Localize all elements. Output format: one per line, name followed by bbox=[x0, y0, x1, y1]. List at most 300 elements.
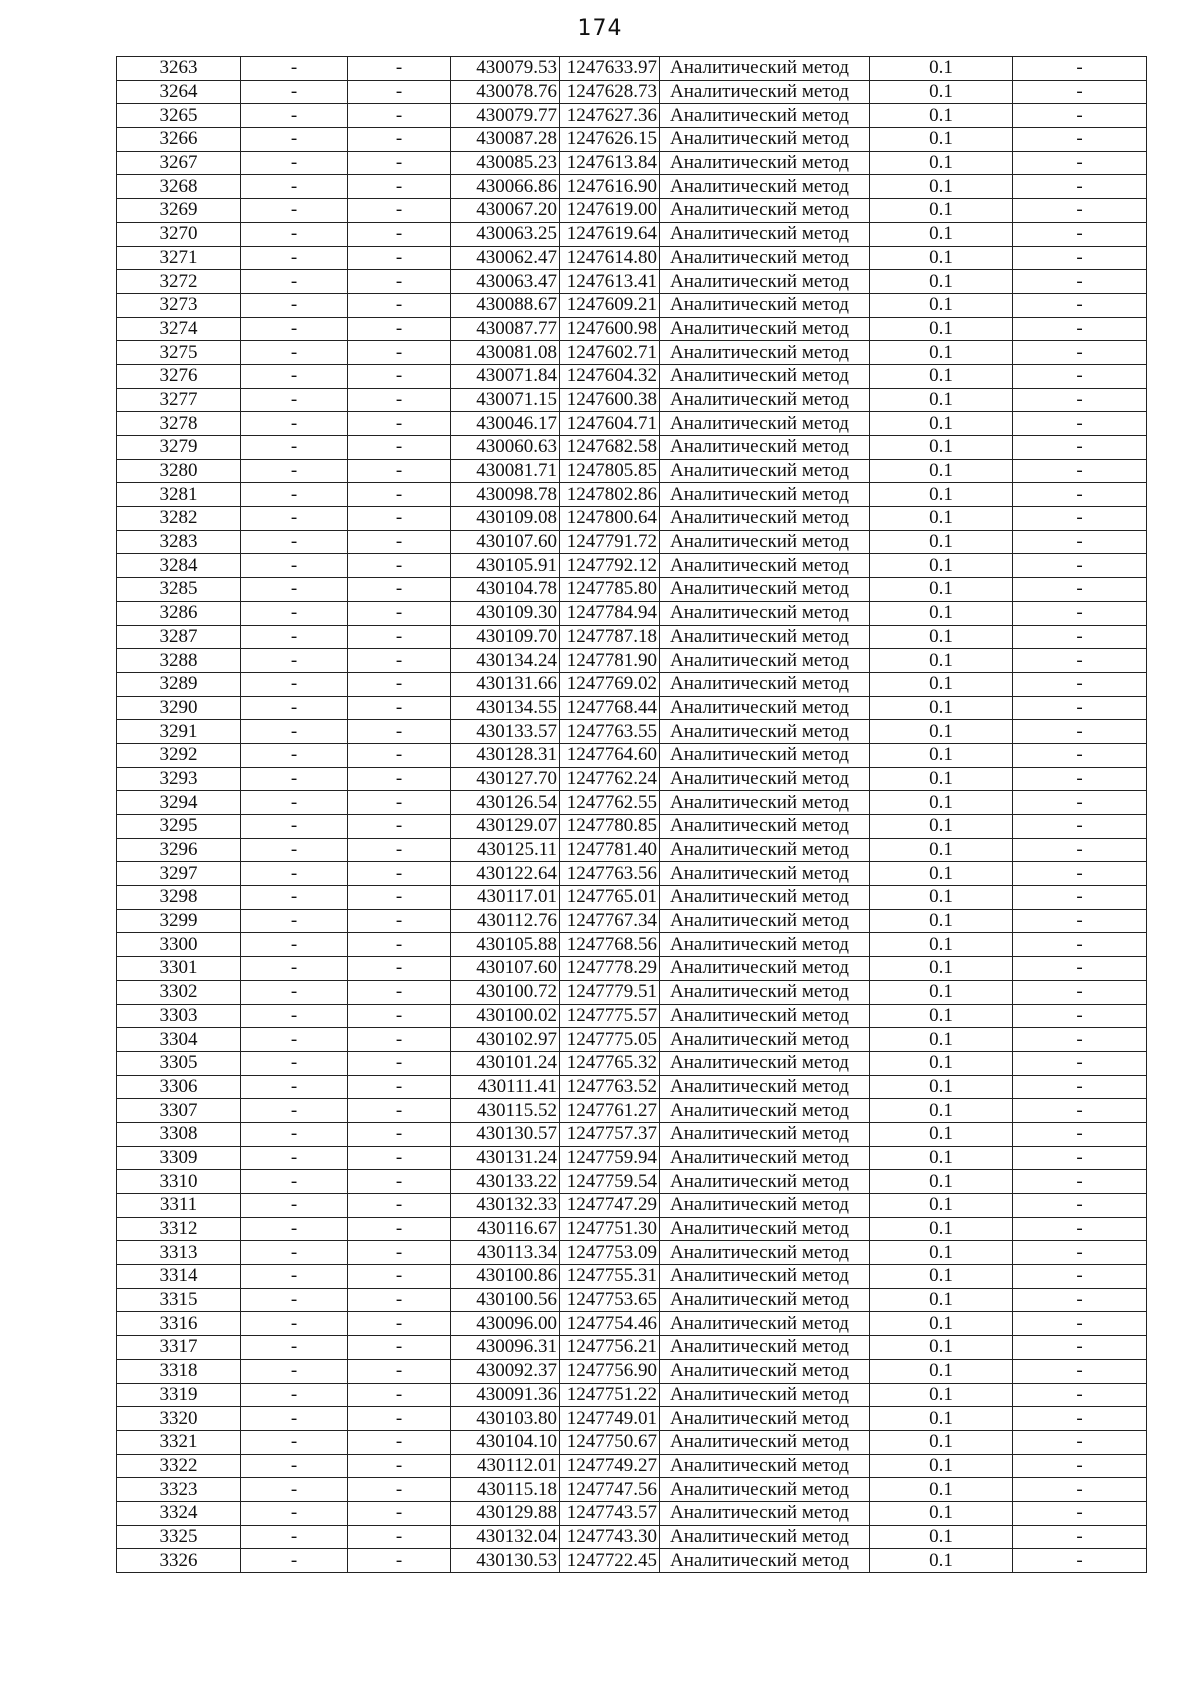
empty-cell-b: - bbox=[348, 530, 451, 554]
table-row bbox=[117, 554, 1147, 578]
table-row bbox=[117, 743, 1147, 767]
point-number-cell: 3282 bbox=[117, 507, 241, 531]
table-row bbox=[117, 1004, 1147, 1028]
empty-cell-a: - bbox=[241, 175, 348, 199]
y-coordinate-cell: 1247753.65 bbox=[560, 1288, 660, 1312]
point-number-cell: 3321 bbox=[117, 1430, 241, 1454]
method-cell: Аналитический метод bbox=[660, 507, 870, 531]
empty-cell-a: - bbox=[241, 222, 348, 246]
point-number-cell: 3316 bbox=[117, 1312, 241, 1336]
x-coordinate-cell: 430105.88 bbox=[451, 933, 560, 957]
point-number-cell: 3299 bbox=[117, 909, 241, 933]
accuracy-cell: 0.1 bbox=[870, 388, 1013, 412]
empty-cell-b: - bbox=[348, 720, 451, 744]
empty-cell-a: - bbox=[241, 957, 348, 981]
table-row bbox=[117, 1099, 1147, 1123]
empty-cell-a: - bbox=[241, 1383, 348, 1407]
y-coordinate-cell: 1247627.36 bbox=[560, 104, 660, 128]
x-coordinate-cell: 430104.10 bbox=[451, 1430, 560, 1454]
x-coordinate-cell: 430122.64 bbox=[451, 862, 560, 886]
note-cell: - bbox=[1013, 317, 1147, 341]
note-cell: - bbox=[1013, 838, 1147, 862]
empty-cell-a: - bbox=[241, 815, 348, 839]
empty-cell-a: - bbox=[241, 199, 348, 223]
empty-cell-b: - bbox=[348, 80, 451, 104]
note-cell: - bbox=[1013, 886, 1147, 910]
point-number-cell: 3306 bbox=[117, 1075, 241, 1099]
empty-cell-a: - bbox=[241, 696, 348, 720]
table-row bbox=[117, 1312, 1147, 1336]
note-cell: - bbox=[1013, 601, 1147, 625]
method-cell: Аналитический метод bbox=[660, 1288, 870, 1312]
empty-cell-a: - bbox=[241, 980, 348, 1004]
accuracy-cell: 0.1 bbox=[870, 1549, 1013, 1573]
x-coordinate-cell: 430104.78 bbox=[451, 578, 560, 602]
x-coordinate-cell: 430107.60 bbox=[451, 530, 560, 554]
accuracy-cell: 0.1 bbox=[870, 1478, 1013, 1502]
x-coordinate-cell: 430128.31 bbox=[451, 743, 560, 767]
x-coordinate-cell: 430134.55 bbox=[451, 696, 560, 720]
method-cell: Аналитический метод bbox=[660, 1099, 870, 1123]
method-cell: Аналитический метод bbox=[660, 933, 870, 957]
note-cell: - bbox=[1013, 1241, 1147, 1265]
y-coordinate-cell: 1247780.85 bbox=[560, 815, 660, 839]
empty-cell-b: - bbox=[348, 1004, 451, 1028]
x-coordinate-cell: 430100.02 bbox=[451, 1004, 560, 1028]
x-coordinate-cell: 430131.24 bbox=[451, 1146, 560, 1170]
accuracy-cell: 0.1 bbox=[870, 862, 1013, 886]
empty-cell-a: - bbox=[241, 720, 348, 744]
note-cell: - bbox=[1013, 341, 1147, 365]
point-number-cell: 3276 bbox=[117, 364, 241, 388]
empty-cell-b: - bbox=[348, 743, 451, 767]
empty-cell-a: - bbox=[241, 672, 348, 696]
point-number-cell: 3292 bbox=[117, 743, 241, 767]
accuracy-cell: 0.1 bbox=[870, 222, 1013, 246]
table-row bbox=[117, 1525, 1147, 1549]
y-coordinate-cell: 1247616.90 bbox=[560, 175, 660, 199]
empty-cell-a: - bbox=[241, 1288, 348, 1312]
empty-cell-b: - bbox=[348, 578, 451, 602]
note-cell: - bbox=[1013, 1549, 1147, 1573]
x-coordinate-cell: 430087.77 bbox=[451, 317, 560, 341]
method-cell: Аналитический метод bbox=[660, 128, 870, 152]
y-coordinate-cell: 1247762.24 bbox=[560, 767, 660, 791]
method-cell: Аналитический метод bbox=[660, 530, 870, 554]
x-coordinate-cell: 430107.60 bbox=[451, 957, 560, 981]
table-row bbox=[117, 104, 1147, 128]
empty-cell-a: - bbox=[241, 1122, 348, 1146]
table-row bbox=[117, 578, 1147, 602]
y-coordinate-cell: 1247750.67 bbox=[560, 1430, 660, 1454]
y-coordinate-cell: 1247763.56 bbox=[560, 862, 660, 886]
point-number-cell: 3281 bbox=[117, 483, 241, 507]
empty-cell-a: - bbox=[241, 1407, 348, 1431]
table-row bbox=[117, 1454, 1147, 1478]
empty-cell-a: - bbox=[241, 341, 348, 365]
point-number-cell: 3305 bbox=[117, 1051, 241, 1075]
note-cell: - bbox=[1013, 246, 1147, 270]
y-coordinate-cell: 1247761.27 bbox=[560, 1099, 660, 1123]
accuracy-cell: 0.1 bbox=[870, 246, 1013, 270]
page-number: 174 bbox=[577, 16, 623, 41]
accuracy-cell: 0.1 bbox=[870, 1099, 1013, 1123]
method-cell: Аналитический метод bbox=[660, 838, 870, 862]
empty-cell-b: - bbox=[348, 246, 451, 270]
empty-cell-b: - bbox=[348, 1430, 451, 1454]
empty-cell-a: - bbox=[241, 104, 348, 128]
table-row bbox=[117, 838, 1147, 862]
table-row bbox=[117, 815, 1147, 839]
note-cell: - bbox=[1013, 1217, 1147, 1241]
table-row bbox=[117, 696, 1147, 720]
empty-cell-a: - bbox=[241, 293, 348, 317]
method-cell: Аналитический метод bbox=[660, 743, 870, 767]
accuracy-cell: 0.1 bbox=[870, 436, 1013, 460]
empty-cell-a: - bbox=[241, 1549, 348, 1573]
empty-cell-b: - bbox=[348, 1501, 451, 1525]
accuracy-cell: 0.1 bbox=[870, 57, 1013, 81]
empty-cell-a: - bbox=[241, 1265, 348, 1289]
point-number-cell: 3291 bbox=[117, 720, 241, 744]
method-cell: Аналитический метод bbox=[660, 791, 870, 815]
y-coordinate-cell: 1247604.32 bbox=[560, 364, 660, 388]
note-cell: - bbox=[1013, 1028, 1147, 1052]
method-cell: Аналитический метод bbox=[660, 1478, 870, 1502]
table-row bbox=[117, 222, 1147, 246]
x-coordinate-cell: 430100.72 bbox=[451, 980, 560, 1004]
point-number-cell: 3263 bbox=[117, 57, 241, 81]
empty-cell-a: - bbox=[241, 554, 348, 578]
empty-cell-b: - bbox=[348, 293, 451, 317]
accuracy-cell: 0.1 bbox=[870, 1454, 1013, 1478]
method-cell: Аналитический метод bbox=[660, 672, 870, 696]
table-row bbox=[117, 151, 1147, 175]
y-coordinate-cell: 1247784.94 bbox=[560, 601, 660, 625]
point-number-cell: 3288 bbox=[117, 649, 241, 673]
empty-cell-b: - bbox=[348, 1525, 451, 1549]
x-coordinate-cell: 430079.53 bbox=[451, 57, 560, 81]
note-cell: - bbox=[1013, 199, 1147, 223]
x-coordinate-cell: 430113.34 bbox=[451, 1241, 560, 1265]
accuracy-cell: 0.1 bbox=[870, 459, 1013, 483]
empty-cell-a: - bbox=[241, 1170, 348, 1194]
empty-cell-a: - bbox=[241, 1051, 348, 1075]
point-number-cell: 3265 bbox=[117, 104, 241, 128]
y-coordinate-cell: 1247753.09 bbox=[560, 1241, 660, 1265]
empty-cell-b: - bbox=[348, 1454, 451, 1478]
y-coordinate-cell: 1247614.80 bbox=[560, 246, 660, 270]
method-cell: Аналитический метод bbox=[660, 341, 870, 365]
point-number-cell: 3300 bbox=[117, 933, 241, 957]
table-row bbox=[117, 507, 1147, 531]
accuracy-cell: 0.1 bbox=[870, 1288, 1013, 1312]
accuracy-cell: 0.1 bbox=[870, 317, 1013, 341]
table-row bbox=[117, 1383, 1147, 1407]
note-cell: - bbox=[1013, 1051, 1147, 1075]
accuracy-cell: 0.1 bbox=[870, 980, 1013, 1004]
accuracy-cell: 0.1 bbox=[870, 1122, 1013, 1146]
x-coordinate-cell: 430091.36 bbox=[451, 1383, 560, 1407]
empty-cell-b: - bbox=[348, 1478, 451, 1502]
method-cell: Аналитический метод bbox=[660, 364, 870, 388]
empty-cell-a: - bbox=[241, 1241, 348, 1265]
point-number-cell: 3303 bbox=[117, 1004, 241, 1028]
empty-cell-a: - bbox=[241, 1075, 348, 1099]
method-cell: Аналитический метод bbox=[660, 317, 870, 341]
point-number-cell: 3315 bbox=[117, 1288, 241, 1312]
method-cell: Аналитический метод bbox=[660, 649, 870, 673]
x-coordinate-cell: 430117.01 bbox=[451, 886, 560, 910]
x-coordinate-cell: 430132.04 bbox=[451, 1525, 560, 1549]
x-coordinate-cell: 430105.91 bbox=[451, 554, 560, 578]
table-row bbox=[117, 341, 1147, 365]
method-cell: Аналитический метод bbox=[660, 1122, 870, 1146]
accuracy-cell: 0.1 bbox=[870, 341, 1013, 365]
empty-cell-b: - bbox=[348, 815, 451, 839]
accuracy-cell: 0.1 bbox=[870, 530, 1013, 554]
method-cell: Аналитический метод bbox=[660, 1194, 870, 1218]
accuracy-cell: 0.1 bbox=[870, 909, 1013, 933]
empty-cell-a: - bbox=[241, 270, 348, 294]
method-cell: Аналитический метод bbox=[660, 1004, 870, 1028]
empty-cell-a: - bbox=[241, 649, 348, 673]
note-cell: - bbox=[1013, 151, 1147, 175]
empty-cell-a: - bbox=[241, 317, 348, 341]
empty-cell-b: - bbox=[348, 791, 451, 815]
point-number-cell: 3325 bbox=[117, 1525, 241, 1549]
y-coordinate-cell: 1247626.15 bbox=[560, 128, 660, 152]
accuracy-cell: 0.1 bbox=[870, 412, 1013, 436]
accuracy-cell: 0.1 bbox=[870, 1217, 1013, 1241]
note-cell: - bbox=[1013, 815, 1147, 839]
empty-cell-a: - bbox=[241, 909, 348, 933]
point-number-cell: 3264 bbox=[117, 80, 241, 104]
y-coordinate-cell: 1247633.97 bbox=[560, 57, 660, 81]
x-coordinate-cell: 430081.08 bbox=[451, 341, 560, 365]
table-row bbox=[117, 933, 1147, 957]
note-cell: - bbox=[1013, 1075, 1147, 1099]
point-number-cell: 3274 bbox=[117, 317, 241, 341]
y-coordinate-cell: 1247775.05 bbox=[560, 1028, 660, 1052]
empty-cell-b: - bbox=[348, 175, 451, 199]
empty-cell-a: - bbox=[241, 933, 348, 957]
table-row bbox=[117, 672, 1147, 696]
accuracy-cell: 0.1 bbox=[870, 364, 1013, 388]
x-coordinate-cell: 430092.37 bbox=[451, 1359, 560, 1383]
table-row bbox=[117, 483, 1147, 507]
point-number-cell: 3301 bbox=[117, 957, 241, 981]
empty-cell-b: - bbox=[348, 1312, 451, 1336]
accuracy-cell: 0.1 bbox=[870, 815, 1013, 839]
table-row bbox=[117, 1430, 1147, 1454]
method-cell: Аналитический метод bbox=[660, 1217, 870, 1241]
accuracy-cell: 0.1 bbox=[870, 554, 1013, 578]
x-coordinate-cell: 430103.80 bbox=[451, 1407, 560, 1431]
empty-cell-a: - bbox=[241, 625, 348, 649]
accuracy-cell: 0.1 bbox=[870, 1194, 1013, 1218]
y-coordinate-cell: 1247781.40 bbox=[560, 838, 660, 862]
empty-cell-b: - bbox=[348, 1336, 451, 1360]
table-row bbox=[117, 1075, 1147, 1099]
empty-cell-a: - bbox=[241, 246, 348, 270]
empty-cell-b: - bbox=[348, 1407, 451, 1431]
x-coordinate-cell: 430102.97 bbox=[451, 1028, 560, 1052]
point-number-cell: 3283 bbox=[117, 530, 241, 554]
empty-cell-a: - bbox=[241, 1359, 348, 1383]
point-number-cell: 3307 bbox=[117, 1099, 241, 1123]
point-number-cell: 3286 bbox=[117, 601, 241, 625]
x-coordinate-cell: 430111.41 bbox=[451, 1075, 560, 1099]
point-number-cell: 3277 bbox=[117, 388, 241, 412]
note-cell: - bbox=[1013, 1004, 1147, 1028]
empty-cell-b: - bbox=[348, 151, 451, 175]
table-row bbox=[117, 1501, 1147, 1525]
empty-cell-a: - bbox=[241, 507, 348, 531]
table-row bbox=[117, 436, 1147, 460]
note-cell: - bbox=[1013, 1122, 1147, 1146]
empty-cell-a: - bbox=[241, 862, 348, 886]
accuracy-cell: 0.1 bbox=[870, 767, 1013, 791]
table-row bbox=[117, 649, 1147, 673]
note-cell: - bbox=[1013, 696, 1147, 720]
point-number-cell: 3298 bbox=[117, 886, 241, 910]
method-cell: Аналитический метод bbox=[660, 104, 870, 128]
accuracy-cell: 0.1 bbox=[870, 625, 1013, 649]
y-coordinate-cell: 1247722.45 bbox=[560, 1549, 660, 1573]
y-coordinate-cell: 1247765.32 bbox=[560, 1051, 660, 1075]
empty-cell-a: - bbox=[241, 1454, 348, 1478]
note-cell: - bbox=[1013, 1146, 1147, 1170]
accuracy-cell: 0.1 bbox=[870, 649, 1013, 673]
point-number-cell: 3280 bbox=[117, 459, 241, 483]
empty-cell-a: - bbox=[241, 1501, 348, 1525]
table-row bbox=[117, 791, 1147, 815]
x-coordinate-cell: 430129.88 bbox=[451, 1501, 560, 1525]
x-coordinate-cell: 430115.52 bbox=[451, 1099, 560, 1123]
method-cell: Аналитический метод bbox=[660, 1501, 870, 1525]
empty-cell-b: - bbox=[348, 1383, 451, 1407]
note-cell: - bbox=[1013, 270, 1147, 294]
y-coordinate-cell: 1247800.64 bbox=[560, 507, 660, 531]
table-row bbox=[117, 720, 1147, 744]
note-cell: - bbox=[1013, 957, 1147, 981]
x-coordinate-cell: 430071.15 bbox=[451, 388, 560, 412]
point-number-cell: 3320 bbox=[117, 1407, 241, 1431]
point-number-cell: 3319 bbox=[117, 1383, 241, 1407]
x-coordinate-cell: 430098.78 bbox=[451, 483, 560, 507]
method-cell: Аналитический метод bbox=[660, 483, 870, 507]
x-coordinate-cell: 430112.01 bbox=[451, 1454, 560, 1478]
empty-cell-a: - bbox=[241, 1525, 348, 1549]
accuracy-cell: 0.1 bbox=[870, 1146, 1013, 1170]
point-number-cell: 3266 bbox=[117, 128, 241, 152]
method-cell: Аналитический метод bbox=[660, 436, 870, 460]
point-number-cell: 3285 bbox=[117, 578, 241, 602]
note-cell: - bbox=[1013, 933, 1147, 957]
empty-cell-b: - bbox=[348, 1359, 451, 1383]
method-cell: Аналитический метод bbox=[660, 246, 870, 270]
method-cell: Аналитический метод bbox=[660, 554, 870, 578]
accuracy-cell: 0.1 bbox=[870, 1359, 1013, 1383]
note-cell: - bbox=[1013, 1501, 1147, 1525]
empty-cell-b: - bbox=[348, 672, 451, 696]
x-coordinate-cell: 430100.56 bbox=[451, 1288, 560, 1312]
point-number-cell: 3287 bbox=[117, 625, 241, 649]
point-number-cell: 3296 bbox=[117, 838, 241, 862]
method-cell: Аналитический метод bbox=[660, 696, 870, 720]
point-number-cell: 3311 bbox=[117, 1194, 241, 1218]
empty-cell-a: - bbox=[241, 436, 348, 460]
empty-cell-b: - bbox=[348, 1028, 451, 1052]
x-coordinate-cell: 430130.57 bbox=[451, 1122, 560, 1146]
point-number-cell: 3268 bbox=[117, 175, 241, 199]
empty-cell-b: - bbox=[348, 57, 451, 81]
empty-cell-b: - bbox=[348, 128, 451, 152]
accuracy-cell: 0.1 bbox=[870, 886, 1013, 910]
y-coordinate-cell: 1247763.52 bbox=[560, 1075, 660, 1099]
y-coordinate-cell: 1247628.73 bbox=[560, 80, 660, 104]
empty-cell-a: - bbox=[241, 1430, 348, 1454]
table-row bbox=[117, 364, 1147, 388]
table-row bbox=[117, 412, 1147, 436]
note-cell: - bbox=[1013, 388, 1147, 412]
table-row bbox=[117, 270, 1147, 294]
accuracy-cell: 0.1 bbox=[870, 1265, 1013, 1289]
table-row bbox=[117, 246, 1147, 270]
method-cell: Аналитический метод bbox=[660, 1051, 870, 1075]
note-cell: - bbox=[1013, 1359, 1147, 1383]
method-cell: Аналитический метод bbox=[660, 625, 870, 649]
y-coordinate-cell: 1247775.57 bbox=[560, 1004, 660, 1028]
x-coordinate-cell: 430079.77 bbox=[451, 104, 560, 128]
note-cell: - bbox=[1013, 57, 1147, 81]
point-number-cell: 3314 bbox=[117, 1265, 241, 1289]
note-cell: - bbox=[1013, 909, 1147, 933]
empty-cell-b: - bbox=[348, 364, 451, 388]
empty-cell-b: - bbox=[348, 909, 451, 933]
note-cell: - bbox=[1013, 412, 1147, 436]
y-coordinate-cell: 1247604.71 bbox=[560, 412, 660, 436]
table-row bbox=[117, 1051, 1147, 1075]
empty-cell-b: - bbox=[348, 649, 451, 673]
empty-cell-a: - bbox=[241, 80, 348, 104]
y-coordinate-cell: 1247759.54 bbox=[560, 1170, 660, 1194]
empty-cell-a: - bbox=[241, 578, 348, 602]
empty-cell-a: - bbox=[241, 1312, 348, 1336]
table-row bbox=[117, 128, 1147, 152]
point-number-cell: 3273 bbox=[117, 293, 241, 317]
x-coordinate-cell: 430060.63 bbox=[451, 436, 560, 460]
empty-cell-a: - bbox=[241, 530, 348, 554]
method-cell: Аналитический метод bbox=[660, 459, 870, 483]
empty-cell-b: - bbox=[348, 1051, 451, 1075]
method-cell: Аналитический метод bbox=[660, 578, 870, 602]
accuracy-cell: 0.1 bbox=[870, 151, 1013, 175]
table-row bbox=[117, 1359, 1147, 1383]
y-coordinate-cell: 1247749.01 bbox=[560, 1407, 660, 1431]
y-coordinate-cell: 1247751.22 bbox=[560, 1383, 660, 1407]
note-cell: - bbox=[1013, 128, 1147, 152]
note-cell: - bbox=[1013, 175, 1147, 199]
y-coordinate-cell: 1247747.56 bbox=[560, 1478, 660, 1502]
note-cell: - bbox=[1013, 1099, 1147, 1123]
table-row bbox=[117, 293, 1147, 317]
empty-cell-b: - bbox=[348, 388, 451, 412]
table-row bbox=[117, 980, 1147, 1004]
empty-cell-a: - bbox=[241, 483, 348, 507]
empty-cell-b: - bbox=[348, 980, 451, 1004]
